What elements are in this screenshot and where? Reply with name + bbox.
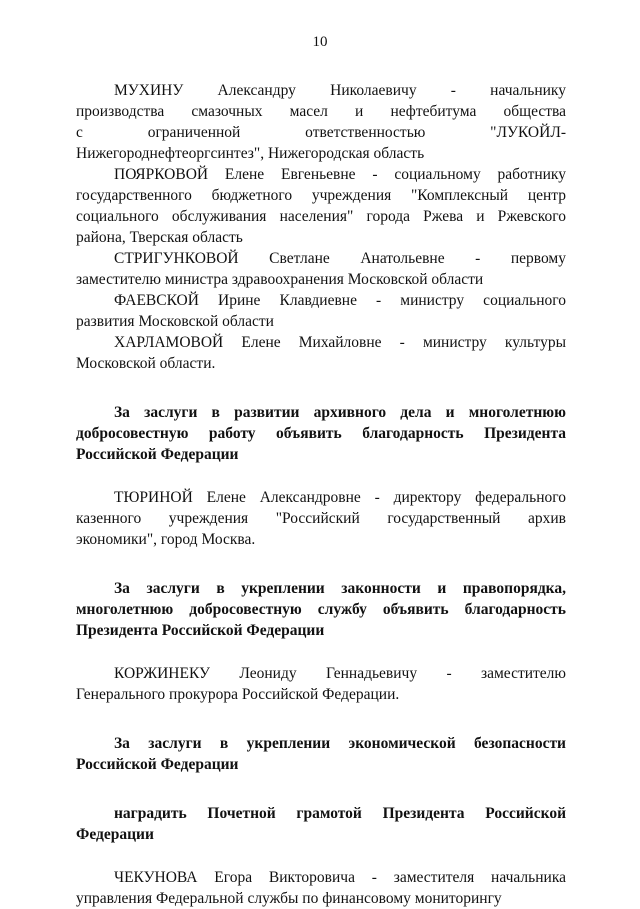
entry-line: экономики", город Москва.	[76, 531, 256, 548]
entry-line: управления Федеральной службы по финансовому мониторингу	[76, 890, 502, 907]
entry-line: ПОЯРКОВОЙ Елене Евгеньевне - социальному работнику	[114, 166, 566, 183]
award-entry	[76, 332, 566, 374]
entry-line: КОРЖИНЕКУ Леониду Геннадьевичу - заместителю	[114, 665, 566, 682]
award-entry	[76, 487, 566, 550]
section-heading-law	[76, 578, 566, 641]
entry-line: района, Тверская область	[76, 229, 243, 246]
award-entry	[76, 248, 566, 290]
entry-line: МУХИНУ Александру Николаевичу - начальнику	[114, 82, 566, 99]
entry-line: ХАРЛАМОВОЙ Елене Михайловне - министру культуры	[114, 334, 566, 351]
heading-line: Федерации	[76, 826, 154, 843]
award-entry	[76, 867, 566, 909]
entry-line: ТЮРИНОЙ Елене Александровне - директору федерального	[114, 489, 566, 506]
section-heading-economic	[76, 733, 566, 775]
heading-line: Российской Федерации	[76, 756, 239, 773]
heading-line: За заслуги в укреплении законности и правопорядка,	[114, 580, 566, 597]
document-body	[76, 80, 566, 909]
heading-line: Президента Российской Федерации	[76, 622, 325, 639]
entry-line: развития Московской области	[76, 313, 274, 330]
award-entry	[76, 80, 566, 164]
award-entry	[76, 290, 566, 332]
heading-line: За заслуги в укреплении экономической безопасности	[114, 735, 566, 752]
entry-line: Генерального прокурора Российской Федерации.	[76, 686, 400, 703]
heading-line: наградить Почетной грамотой Президента Российской	[114, 805, 566, 822]
entry-line: социального обслуживания населения" города Ржева и Ржевского	[76, 208, 566, 225]
award-entry	[76, 164, 566, 248]
entry-line: Московской области.	[76, 355, 216, 372]
heading-line: За заслуги в развитии архивного дела и многолетнюю	[114, 404, 566, 421]
award-entry	[76, 663, 566, 705]
entry-line: ЧЕКУНОВА Егора Викторовича - заместителя начальника	[114, 869, 566, 886]
award-heading	[76, 803, 566, 845]
entry-line: заместителю министра здравоохранения Московской области	[76, 271, 484, 288]
entry-line: казенного учреждения "Российский государственный архив	[76, 510, 566, 527]
page-number: 10	[312, 34, 328, 50]
entry-line: ФАЕВСКОЙ Ирине Клавдиевне - министру социального	[114, 292, 566, 309]
entry-line: производства смазочных масел и нефтебитума общества	[76, 103, 566, 120]
entry-line: государственного бюджетного учреждения "Комплексный центр	[76, 187, 566, 204]
heading-line: Российской Федерации	[76, 446, 239, 463]
heading-line: многолетнюю добросовестную службу объявить благодарность	[76, 601, 566, 618]
heading-line: добросовестную работу объявить благодарность Президента	[76, 425, 566, 442]
entry-line: СТРИГУНКОВОЙ Светлане Анатольевне - первому	[114, 250, 566, 267]
entry-line: с ограниченной ответственностью "ЛУКОЙЛ-	[76, 124, 566, 141]
section-heading-archive	[76, 402, 566, 465]
entry-line: Нижегороднефтеоргсинтез", Нижегородская область	[76, 145, 425, 162]
